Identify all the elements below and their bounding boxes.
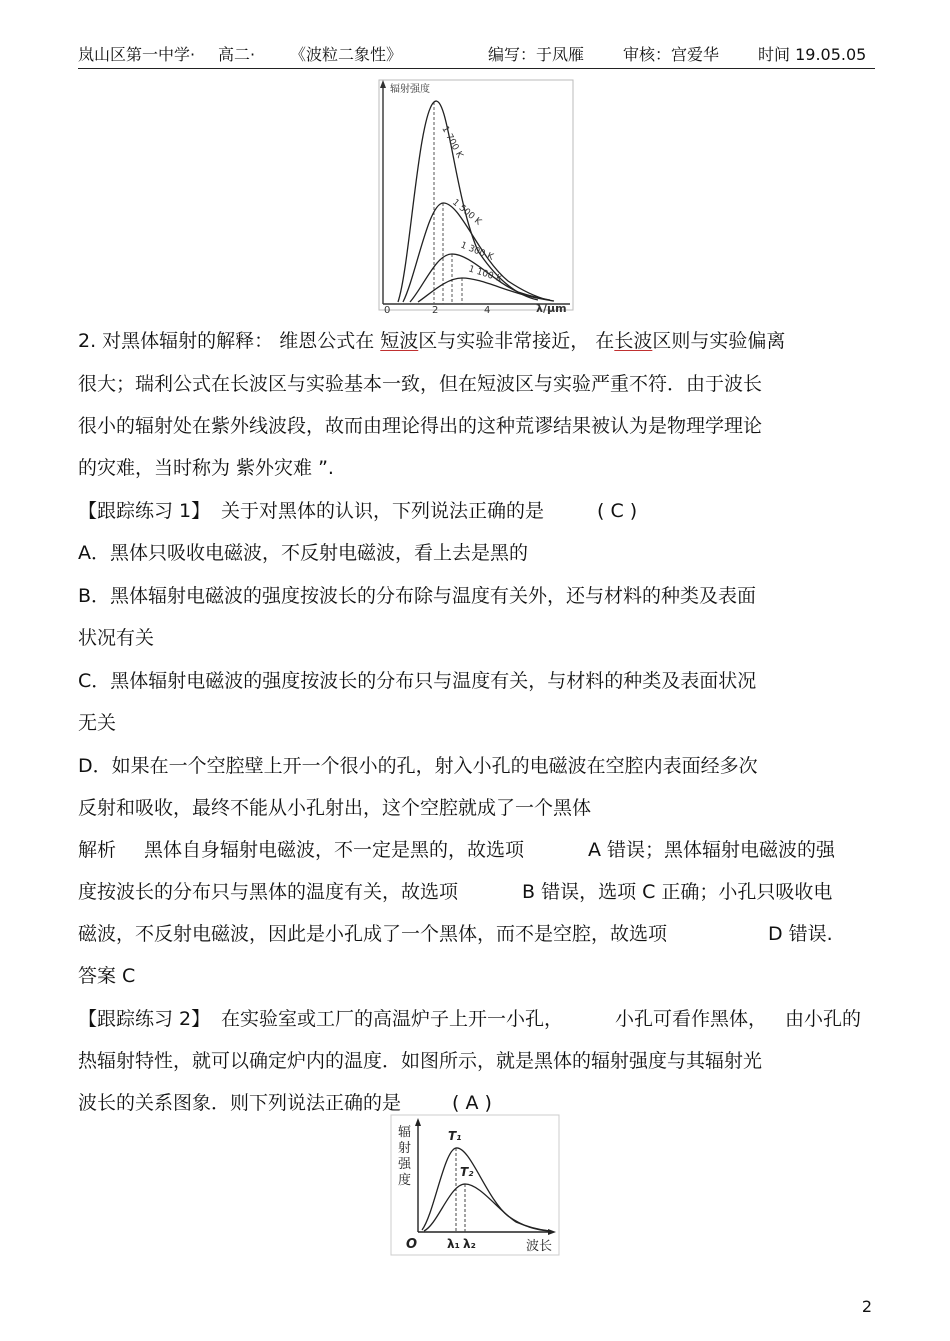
header-writer: 编写：于凤雁 [488, 45, 585, 64]
y-axis-arrow [415, 1118, 421, 1126]
option-c-line2: 无关 [78, 712, 117, 734]
analysis-line3: 磁波，不反射电磁波，因此是小孔成了一个黑体，而不是空腔，故选项 D 错误. [78, 923, 833, 945]
exercise1-answer: 答案 C [78, 965, 136, 987]
page-header [78, 42, 875, 68]
paragraph2-line2: 很大；瑞利公式在长波区与实验基本一致，但在短波区与实验严重不符．由于波长 [78, 373, 763, 395]
lambda1-label: λ₁ [447, 1237, 460, 1251]
exercise1-label: 【跟踪练习 1】 [78, 500, 211, 522]
exercise2-answer-paren: ( A ) [452, 1092, 492, 1114]
option-d-line1: D．如果在一个空腔壁上开一个很小的孔，射入小孔的电磁波在空腔内表面经多次 [78, 755, 758, 777]
header-rule [78, 68, 875, 69]
page-number: 2 [861, 1297, 872, 1316]
x-axis-label: 波长 [526, 1239, 553, 1254]
blackbody-spectrum-figure [368, 76, 583, 314]
y-axis-arrow [380, 80, 386, 88]
option-d-line2: 反射和吸收，最终不能从小孔射出，这个空腔就成了一个黑体 [78, 797, 592, 819]
exercise2-label: 【跟踪练习 2】 [78, 1008, 211, 1030]
t1-t2-radiation-figure [390, 1114, 562, 1258]
paragraph2-line1: 2. 对黑体辐射的解释： 维恩公式在 短波区与实验非常接近， 在长波区则与实验偏离 [78, 330, 786, 352]
label-1100k: 1 100 K [467, 264, 504, 285]
underlined-short-wave: 短波 [380, 330, 419, 352]
x-tick-0: 0 [384, 305, 391, 314]
exercise1-question-text: 关于对黑体的认识，下列说法正确的是 [221, 500, 545, 522]
paragraph2-line3: 很小的辐射处在紫外线波段，故而由理论得出的这种荒谬结果被认为是物理学理论 [78, 415, 763, 437]
y-label-char-1: 辐 [398, 1125, 412, 1140]
exercise2-line3: 波长的关系图象．则下列说法正确的是 ( A ) [78, 1092, 492, 1114]
label-1700k: 1 700 K [439, 124, 465, 160]
analysis-line1: 解析 黑体自身辐射电磁波，不一定是黑的，故选项 A 错误；黑体辐射电磁波的强 [78, 839, 836, 861]
option-b-line2: 状况有关 [78, 627, 155, 649]
lambda2-label: λ₂ [463, 1237, 476, 1251]
option-b-line1: B．黑体辐射电磁波的强度按波长的分布除与温度有关外，还与材料的种类及表面 [78, 585, 757, 607]
curve-t1 [422, 1148, 550, 1231]
label-1300k: 1 300 K [458, 240, 495, 263]
label-1500k: 1 500 K [450, 197, 483, 228]
option-c-line1: C．黑体辐射电磁波的强度按波长的分布只与温度有关，与材料的种类及表面状况 [78, 670, 757, 692]
y-axis-label: 辐射强度 [390, 84, 430, 95]
exercise2-line2: 热辐射特性，就可以确定炉内的温度．如图所示，就是黑体的辐射强度与其辐射光 [78, 1050, 763, 1072]
header-topic: 《波粒二象性》 [290, 45, 403, 64]
header-school: 岚山区第一中学· [78, 45, 196, 64]
header-grade: 高二· [218, 45, 256, 64]
header-reviewer: 审核：宫爱华 [623, 45, 720, 64]
origin-label: O [406, 1237, 418, 1252]
header-date: 时间 19.05.05 [758, 45, 867, 64]
t2-label: T₂ [460, 1165, 474, 1179]
x-tick-2: 2 [432, 305, 439, 314]
paragraph2-line4: 的灾难，当时称为 紫外灾难 ”. [78, 457, 334, 479]
analysis-line2: 度按波长的分布只与黑体的温度有关，故选项 B 错误，选项 C 正确；小孔只吸收电 [78, 881, 833, 903]
option-a: A．黑体只吸收电磁波，不反射电磁波，看上去是黑的 [78, 542, 528, 564]
underlined-long-wave: 长波 [614, 330, 653, 352]
exercise1-answer-paren: ( C ) [597, 500, 638, 522]
curve-t2 [424, 1184, 550, 1231]
y-label-char-4: 度 [398, 1173, 412, 1188]
y-label-char-2: 射 [398, 1141, 412, 1156]
t1-label: T₁ [448, 1129, 462, 1143]
exercise1-question [78, 499, 638, 523]
figure2-frame [391, 1115, 559, 1255]
exercise2-line1: 【跟踪练习 2】 在实验室或工厂的高温炉子上开一小孔， 小孔可看作黑体， 由小孔的 [78, 1008, 862, 1030]
x-axis-arrow [548, 1229, 556, 1235]
y-label-char-3: 强 [398, 1157, 412, 1172]
x-tick-4: 4 [484, 305, 491, 314]
x-axis-label: λ/μm [536, 302, 567, 314]
